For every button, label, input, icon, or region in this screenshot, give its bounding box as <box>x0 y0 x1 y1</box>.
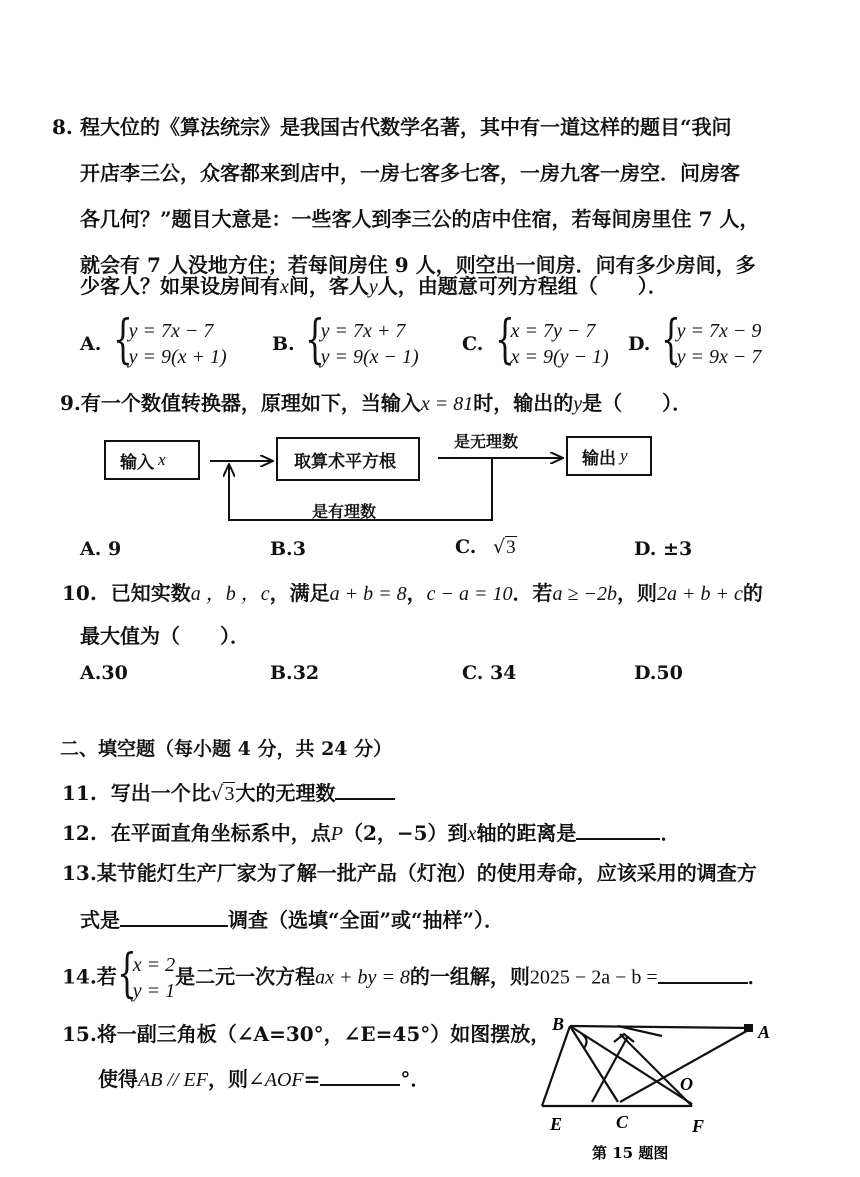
arrow-feedback-loop <box>229 458 492 520</box>
q10-stem: 10. 已知实数a ，b ，c，满足a + b = 8，c − a = 10．若a ≥ −2b，则2a + b + c的 <box>62 581 763 605</box>
q9-option-b[interactable]: B.3 <box>270 538 306 560</box>
q10-option-c[interactable]: C. 34 <box>462 662 517 684</box>
q8-option-b[interactable]: B. { y = 7x + 7 y = 9(x − 1) <box>272 310 419 370</box>
figure-label-c: C <box>616 1112 629 1132</box>
q9-option-a[interactable]: A. 9 <box>80 538 122 560</box>
q10-option-d[interactable]: D.50 <box>634 662 683 684</box>
q12: 12. 在平面直角坐标系中，点P（2，−5）到x轴的距离是 ． <box>62 821 681 845</box>
q11: 11. 写出一个比√3大的无理数 <box>62 780 395 804</box>
flow-arrows <box>0 0 860 560</box>
q8-line-1: 程大位的《算法统宗》是我国古代数学名著，其中有一道这样的题目“我问 <box>80 115 732 139</box>
q9-stem: 9.有一个数值转换器，原理如下，当输入x = 81时，输出的y是（ ）． <box>60 391 693 415</box>
figure-caption: 第 15 题图 <box>592 1144 669 1162</box>
q11-answer-blank[interactable] <box>335 780 395 800</box>
q9-option-d[interactable]: D. ±3 <box>634 538 693 560</box>
figure-label-f: F <box>692 1116 705 1136</box>
flow-rational-label: 是有理数 <box>312 502 377 521</box>
q9-option-c[interactable]: C. √3 <box>455 536 516 558</box>
q8-number: 8. <box>52 115 73 139</box>
sqrt-symbol: √3 <box>210 781 235 805</box>
figure-label-e: E <box>550 1114 563 1134</box>
q8-line-4: 就会有 7 人没地方住；若每间房住 9 人，则空出一间房．问有多少房间，多 <box>80 253 756 277</box>
flow-process-box: 取算术平方根 <box>276 437 420 481</box>
q8-option-c[interactable]: C. { x = 7y − 7 x = 9(y − 1) <box>462 310 609 370</box>
q8-line-3: 各几何？”题目大意是：一些客人到李三公的店中住宿，若每间房里住 7 人， <box>80 207 760 231</box>
q13-line-1: 13.某节能灯生产厂家为了解一批产品（灯泡）的使用寿命，应该采用的调查方 <box>62 861 757 885</box>
q15-line-1: 15.将一副三角板（∠A=30°，∠E=45°）如图摆放， <box>62 1022 551 1046</box>
figure-label-a: A <box>758 1022 771 1042</box>
figure-label-b: B <box>552 1014 565 1034</box>
sqrt-symbol: √3 <box>493 536 516 558</box>
q8-line-5: 少客人？如果设房间有x间，客人y人，由题意可列方程组（ ）． <box>80 274 668 298</box>
q14: 14.若 { x = 2 y = 1 是二元一次方程ax + by = 8的一组解，则2025 − 2a − b = ． <box>62 944 768 1004</box>
section-2-title: 二、填空题（每小题 4 分，共 24 分） <box>60 738 393 760</box>
q15-answer-blank[interactable] <box>320 1066 400 1086</box>
q13-answer-blank[interactable] <box>120 907 228 927</box>
q8-option-d[interactable]: D. { y = 7x − 9 y = 9x − 7 <box>628 310 762 370</box>
flow-input-box: 输入 x <box>104 440 200 480</box>
q8-line-2: 开店李三公，众客都来到店中，一房七客多七客，一房九客一房空．问房客 <box>80 161 740 185</box>
flow-output-box: 输出 y <box>566 436 652 476</box>
q15-line-2: 使得AB // EF，则∠AOF= °． <box>98 1067 431 1091</box>
q15-figure <box>540 1010 840 1170</box>
q10-line-2: 最大值为（ ）． <box>80 624 250 648</box>
q14-answer-blank[interactable] <box>658 964 748 984</box>
q8-option-a[interactable]: A. { y = 7x − 7 y = 9(x + 1) <box>80 310 227 370</box>
q10-option-a[interactable]: A.30 <box>80 662 128 684</box>
q13-line-2: 式是 调查（选填“全面”或“抽样”）． <box>80 908 505 932</box>
figure-label-o: O <box>680 1074 693 1094</box>
flow-irrational-label: 是无理数 <box>454 432 519 451</box>
q10-option-b[interactable]: B.32 <box>270 662 320 684</box>
q12-answer-blank[interactable] <box>576 820 660 840</box>
